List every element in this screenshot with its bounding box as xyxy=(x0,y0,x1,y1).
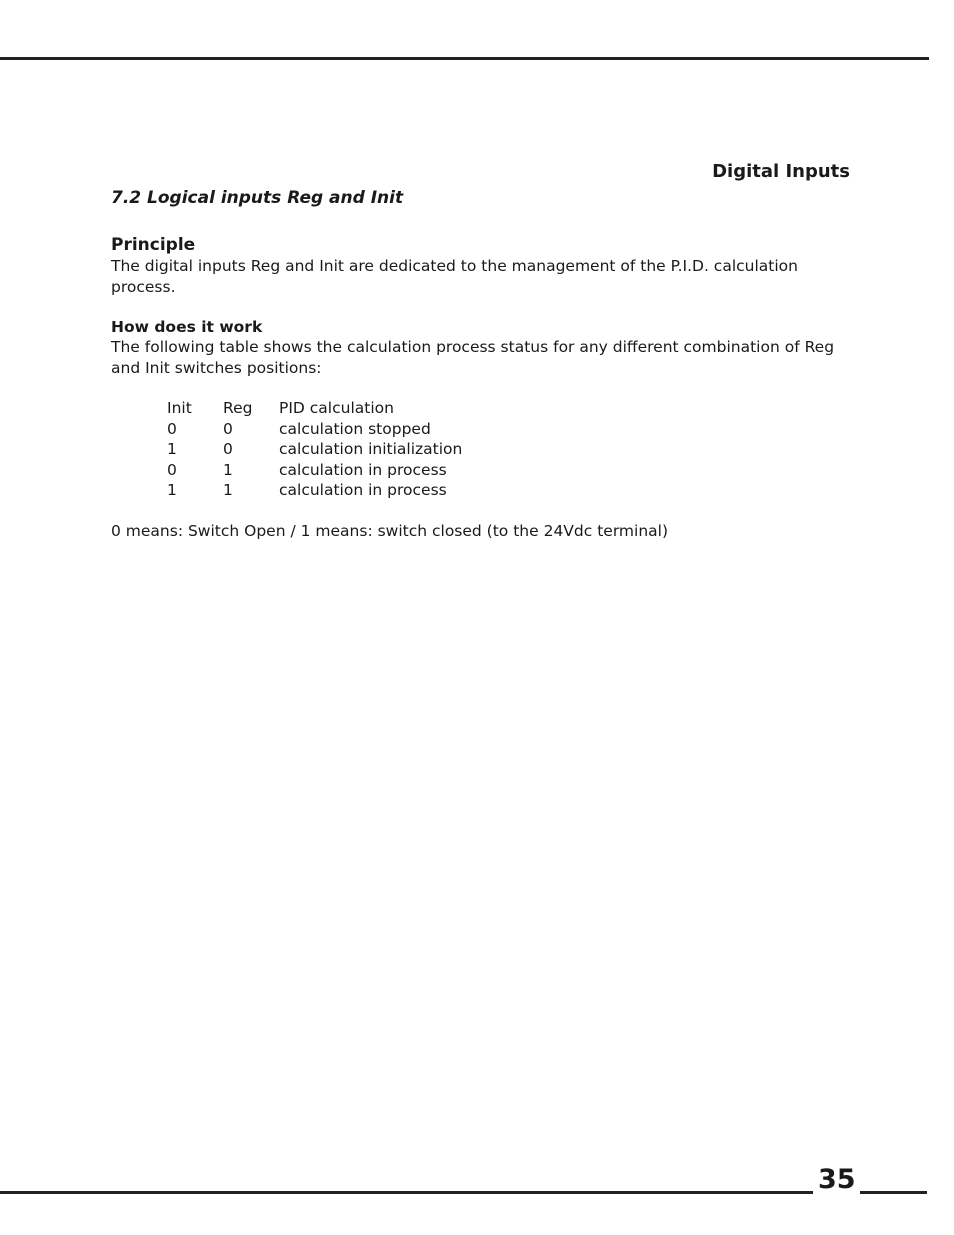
switch-note: 0 means: Switch Open / 1 means: switch closed (to the 24Vdc terminal) xyxy=(111,521,668,540)
table-row xyxy=(167,439,579,460)
table-cell-reg: 0 xyxy=(223,440,233,459)
table-cell-init: 1 xyxy=(167,481,177,500)
page-number: 35 xyxy=(818,1164,856,1195)
bottom-rule-right xyxy=(860,1191,927,1194)
principle-heading: Principle xyxy=(111,235,196,255)
how-it-works-heading: How does it work xyxy=(111,318,263,336)
table-cell-reg: 1 xyxy=(223,460,233,479)
table-cell-init: 0 xyxy=(167,460,177,479)
chapter-title: 7.2 Logical inputs Reg and Init xyxy=(111,188,404,208)
table-cell-pid: calculation stopped xyxy=(279,419,431,438)
spacer xyxy=(111,297,851,317)
page-content xyxy=(111,186,851,541)
principle-text: The digital inputs Reg and Init are dedicated to the management of the P.I.D. calculation process. xyxy=(111,257,798,296)
table-cell-pid: calculation in process xyxy=(279,481,447,500)
table-header-row xyxy=(167,398,579,419)
table-cell-init: 0 xyxy=(167,419,177,438)
bottom-rule-left xyxy=(0,1191,813,1194)
table-cell-reg: 0 xyxy=(223,419,233,438)
section-header: Digital Inputs xyxy=(712,161,850,182)
state-table xyxy=(167,398,579,501)
how-it-works-text: The following table shows the calculation process status for any different combination of Reg and Init switches positions: xyxy=(111,338,835,377)
spacer xyxy=(111,378,851,398)
spacer xyxy=(111,501,851,521)
table-cell-pid: calculation initialization xyxy=(279,440,463,459)
table-row xyxy=(167,419,579,440)
top-rule xyxy=(0,57,929,60)
table-cell-reg: 1 xyxy=(223,481,233,500)
table-row xyxy=(167,480,579,501)
table-row xyxy=(167,460,579,481)
table-header-reg: Reg xyxy=(223,399,253,417)
table-cell-pid: calculation in process xyxy=(279,460,447,479)
table-header-pid: PID calculation xyxy=(279,399,394,417)
table-header-init: Init xyxy=(167,399,192,417)
spacer xyxy=(111,210,851,234)
table-cell-init: 1 xyxy=(167,440,177,459)
